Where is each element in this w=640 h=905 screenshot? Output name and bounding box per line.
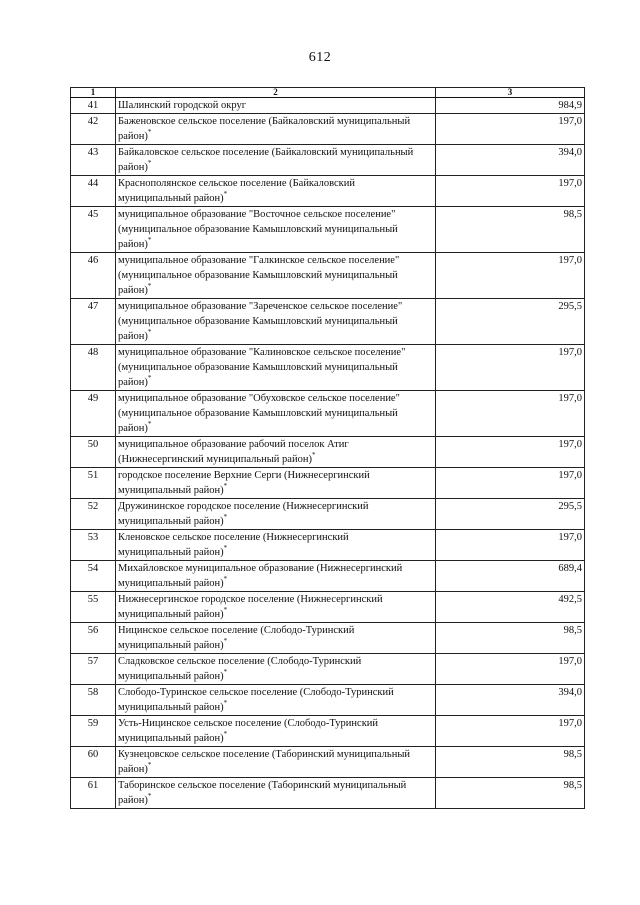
footnote-mark: *	[147, 420, 152, 428]
column-header-2: 2	[116, 88, 436, 98]
name-line: Кленовское сельское поселение (Нижнесергинский	[118, 532, 349, 543]
column-header-1: 1	[71, 88, 116, 98]
footnote-mark: *	[147, 159, 152, 167]
name-line: Кузнецовское сельское поселение (Таборинский муниципальный	[118, 749, 411, 760]
name-line: район)	[118, 377, 148, 388]
name-line: муниципальное образование "Галкинское сельское поселение"	[118, 255, 400, 266]
row-number: 53	[71, 530, 116, 561]
amount-value: 984,9	[436, 98, 585, 114]
footnote-mark: *	[223, 482, 228, 490]
table-row	[71, 253, 585, 299]
footnote-mark: *	[147, 128, 152, 136]
row-number: 52	[71, 499, 116, 530]
column-header-3: 3	[436, 88, 585, 98]
table-body	[71, 98, 585, 809]
name-line: муниципальное образование "Обуховское сельское поселение"	[118, 393, 400, 404]
name-line: Шалинский городской округ	[118, 100, 247, 111]
amount-value: 197,0	[436, 437, 585, 468]
name-line: Байкаловское сельское поселение (Байкаловский муниципальный	[118, 147, 414, 158]
name-line: (муниципальное образование Камышловский муниципальный	[118, 408, 398, 419]
row-number: 51	[71, 468, 116, 499]
name-line: муниципальный район)	[118, 516, 224, 527]
footnote-mark: *	[223, 730, 228, 738]
table-row	[71, 207, 585, 253]
row-number: 59	[71, 716, 116, 747]
name-line: район)	[118, 131, 148, 142]
table-row	[71, 391, 585, 437]
name-line: Слободо-Туринское сельское поселение (Слободо-Туринский	[118, 687, 394, 698]
municipality-name	[116, 176, 436, 207]
row-number: 45	[71, 207, 116, 253]
municipality-name	[116, 468, 436, 499]
municipality-name	[116, 716, 436, 747]
amount-value: 197,0	[436, 176, 585, 207]
row-number: 54	[71, 561, 116, 592]
name-line: район)	[118, 795, 148, 806]
municipality-name	[116, 207, 436, 253]
table-row	[71, 747, 585, 778]
row-number: 48	[71, 345, 116, 391]
name-line: муниципальный район)	[118, 702, 224, 713]
row-number: 55	[71, 592, 116, 623]
table-row	[71, 499, 585, 530]
table-row	[71, 145, 585, 176]
table-row	[71, 98, 585, 114]
amount-value: 98,5	[436, 623, 585, 654]
municipality-name	[116, 685, 436, 716]
amount-value: 197,0	[436, 345, 585, 391]
name-line: (муниципальное образование Камышловский муниципальный	[118, 362, 398, 373]
municipality-name	[116, 98, 436, 114]
name-line: муниципальный район)	[118, 671, 224, 682]
footnote-mark: *	[147, 236, 152, 244]
footnote-mark: *	[147, 328, 152, 336]
row-number: 58	[71, 685, 116, 716]
amount-value: 197,0	[436, 391, 585, 437]
municipality-name	[116, 437, 436, 468]
footnote-mark: *	[147, 792, 152, 800]
name-line: (муниципальное образование Камышловский муниципальный	[118, 316, 398, 327]
row-number: 57	[71, 654, 116, 685]
amount-value: 197,0	[436, 468, 585, 499]
table-row	[71, 468, 585, 499]
amount-value: 197,0	[436, 530, 585, 561]
table-row	[71, 345, 585, 391]
table-row	[71, 114, 585, 145]
footnote-mark: *	[223, 637, 228, 645]
name-line: муниципальный район)	[118, 578, 224, 589]
name-line: район)	[118, 162, 148, 173]
allocation-table	[70, 87, 585, 809]
row-number: 61	[71, 778, 116, 809]
footnote-mark: *	[223, 190, 228, 198]
name-line: район)	[118, 285, 148, 296]
amount-value: 295,5	[436, 499, 585, 530]
municipality-name	[116, 778, 436, 809]
footnote-mark: *	[223, 513, 228, 521]
name-line: Баженовское сельское поселение (Байкаловский муниципальный	[118, 116, 411, 127]
name-line: муниципальное образование "Восточное сельское поселение"	[118, 209, 396, 220]
amount-value: 197,0	[436, 654, 585, 685]
name-line: городское поселение Верхние Серги (Нижнесергинский	[118, 470, 370, 481]
name-line: муниципальное образование рабочий поселок Атиг	[118, 439, 349, 450]
footnote-mark: *	[223, 544, 228, 552]
table-row	[71, 437, 585, 468]
row-number: 60	[71, 747, 116, 778]
municipality-name	[116, 345, 436, 391]
name-line: Краснополянское сельское поселение (Байкаловский	[118, 178, 356, 189]
name-line: (муниципальное образование Камышловский муниципальный	[118, 270, 398, 281]
name-line: (муниципальное образование Камышловский муниципальный	[118, 224, 398, 235]
footnote-mark: *	[223, 575, 228, 583]
row-number: 49	[71, 391, 116, 437]
row-number: 47	[71, 299, 116, 345]
name-line: Ницинское сельское поселение (Слободо-Туринский	[118, 625, 355, 636]
name-line: муниципальное образование "Калиновское сельское поселение"	[118, 347, 406, 358]
table-row	[71, 654, 585, 685]
municipality-name	[116, 145, 436, 176]
amount-value: 197,0	[436, 114, 585, 145]
name-line: Михайловское муниципальное образование (Нижнесергинский	[118, 563, 403, 574]
amount-value: 197,0	[436, 716, 585, 747]
name-line: Нижнесергинское городское поселение (Нижнесергинский	[118, 594, 383, 605]
table-header	[71, 88, 585, 98]
amount-value: 98,5	[436, 747, 585, 778]
row-number: 46	[71, 253, 116, 299]
name-line: муниципальный район)	[118, 193, 224, 204]
amount-value: 98,5	[436, 778, 585, 809]
name-line: муниципальный район)	[118, 485, 224, 496]
footnote-mark: *	[223, 606, 228, 614]
row-number: 50	[71, 437, 116, 468]
footnote-mark: *	[147, 761, 152, 769]
amount-value: 197,0	[436, 253, 585, 299]
municipality-name	[116, 623, 436, 654]
table-row	[71, 716, 585, 747]
name-line: Усть-Ницинское сельское поселение (Слободо-Туринский	[118, 718, 379, 729]
row-number: 42	[71, 114, 116, 145]
municipality-name	[116, 561, 436, 592]
name-line: муниципальный район)	[118, 640, 224, 651]
name-line: район)	[118, 764, 148, 775]
municipality-name	[116, 114, 436, 145]
name-line: район)	[118, 331, 148, 342]
page-number: 612	[308, 50, 332, 65]
name-line: район)	[118, 423, 148, 434]
amount-value: 689,4	[436, 561, 585, 592]
row-number: 43	[71, 145, 116, 176]
table-row	[71, 176, 585, 207]
name-line: муниципальное образование "Зареченское сельское поселение"	[118, 301, 403, 312]
municipality-name	[116, 530, 436, 561]
amount-value: 98,5	[436, 207, 585, 253]
footnote-mark: *	[223, 668, 228, 676]
name-line: Дружининское городское поселение (Нижнесергинский	[118, 501, 369, 512]
municipality-name	[116, 253, 436, 299]
municipality-name	[116, 499, 436, 530]
name-line: Таборинское сельское поселение (Таборинский муниципальный	[118, 780, 407, 791]
municipality-name	[116, 299, 436, 345]
amount-value: 295,5	[436, 299, 585, 345]
name-line: Сладковское сельское поселение (Слободо-Туринский	[118, 656, 362, 667]
row-number: 44	[71, 176, 116, 207]
row-number: 41	[71, 98, 116, 114]
amount-value: 492,5	[436, 592, 585, 623]
name-line: муниципальный район)	[118, 733, 224, 744]
table-row	[71, 778, 585, 809]
table-row	[71, 530, 585, 561]
name-line: район)	[118, 239, 148, 250]
municipality-name	[116, 391, 436, 437]
table-row	[71, 685, 585, 716]
municipality-name	[116, 592, 436, 623]
name-line: муниципальный район)	[118, 609, 224, 620]
table-row	[71, 592, 585, 623]
amount-value: 394,0	[436, 145, 585, 176]
footnote-mark: *	[311, 451, 316, 459]
name-line: муниципальный район)	[118, 547, 224, 558]
name-line: (Нижнесергинский муниципальный район)	[118, 454, 312, 465]
footnote-mark: *	[147, 374, 152, 382]
row-number: 56	[71, 623, 116, 654]
table-row	[71, 561, 585, 592]
footnote-mark: *	[223, 699, 228, 707]
amount-value: 394,0	[436, 685, 585, 716]
municipality-name	[116, 747, 436, 778]
municipality-name	[116, 654, 436, 685]
footnote-mark: *	[147, 282, 152, 290]
table-row	[71, 299, 585, 345]
table-row	[71, 623, 585, 654]
